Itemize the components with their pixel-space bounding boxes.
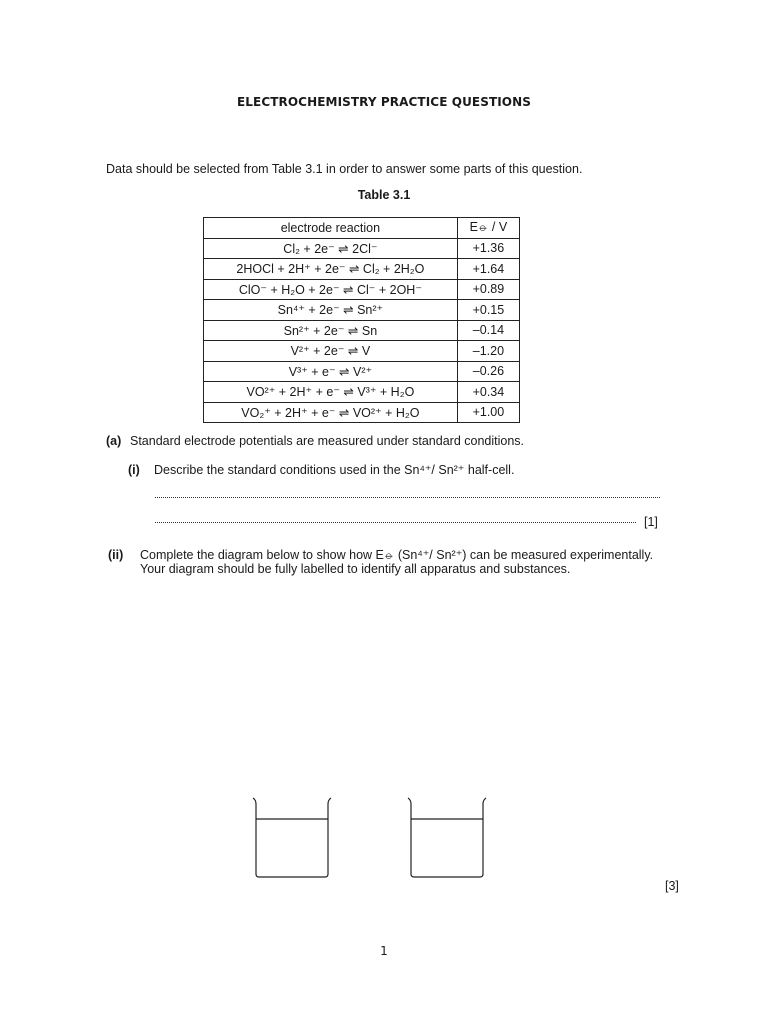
table-caption: Table 3.1 [357,188,411,202]
reaction-cell: 2HOCl + 2H⁺ + 2e⁻ ⇌ Cl₂ + 2H₂O [204,259,458,280]
reaction-cell: V²⁺ + 2e⁻ ⇌ V [204,341,458,362]
table-row [204,259,520,280]
question-ii [108,547,653,563]
answer-line-1[interactable] [155,485,660,498]
potential-cell: +0.89 [457,279,519,300]
question-ii-text-line1: Complete the diagram below to show how E⦵ (Sn⁴⁺/ Sn²⁺) can be measured experimentally. [140,548,654,562]
question-i [128,462,514,477]
potential-cell: +0.15 [457,300,519,321]
potential-cell: +1.64 [457,259,519,280]
reaction-cell: V³⁺ + e⁻ ⇌ V²⁺ [204,361,458,382]
right-beaker [408,798,486,877]
intro-text: Data should be selected from Table 3.1 in order to answer some parts of this question. [106,162,583,176]
page-title: ELECTROCHEMISTRY PRACTICE QUESTIONS [237,95,531,109]
table-row [204,238,520,259]
potential-cell: –0.26 [457,361,519,382]
table-row [204,382,520,403]
answer-line-2[interactable] [155,510,636,523]
potential-cell: +1.00 [457,402,519,423]
question-ii-text-line2: Your diagram should be fully labelled to identify all apparatus and substances. [140,562,571,576]
table-row [204,300,520,321]
left-beaker [253,798,331,877]
potential-cell: –1.20 [457,341,519,362]
reaction-cell: Sn²⁺ + 2e⁻ ⇌ Sn [204,320,458,341]
page-number: 1 [380,944,388,958]
question-i-label: (i) [128,463,140,477]
table-header-row [204,218,520,239]
reaction-cell: ClO⁻ + H₂O + 2e⁻ ⇌ Cl⁻ + 2OH⁻ [204,279,458,300]
table-row [204,402,520,423]
table-row [204,341,520,362]
reaction-cell: Sn⁴⁺ + 2e⁻ ⇌ Sn²⁺ [204,300,458,321]
question-a-label: (a) [106,434,122,448]
table-row [204,279,520,300]
question-ii-label: (ii) [108,548,124,562]
potential-cell: +1.36 [457,238,519,259]
header-e-standard: E⦵ / V [457,218,519,239]
question-a-text: Standard electrode potentials are measured under standard conditions. [130,434,525,448]
header-electrode-reaction: electrode reaction [204,218,458,239]
marks-i: [1] [644,515,658,529]
table-row [204,320,520,341]
reaction-cell: Cl₂ + 2e⁻ ⇌ 2Cl⁻ [204,238,458,259]
electrode-potential-table [203,217,520,423]
reaction-cell: VO₂⁺ + 2H⁺ + e⁻ ⇌ VO²⁺ + H₂O [204,402,458,423]
question-a [106,434,524,448]
table-row [204,361,520,382]
potential-cell: –0.14 [457,320,519,341]
marks-ii: [3] [665,879,679,893]
reaction-cell: VO²⁺ + 2H⁺ + e⁻ ⇌ V³⁺ + H₂O [204,382,458,403]
question-i-text: Describe the standard conditions used in the Sn⁴⁺/ Sn²⁺ half-cell. [154,463,515,477]
beakers-diagram[interactable] [245,790,495,882]
potential-cell: +0.34 [457,382,519,403]
